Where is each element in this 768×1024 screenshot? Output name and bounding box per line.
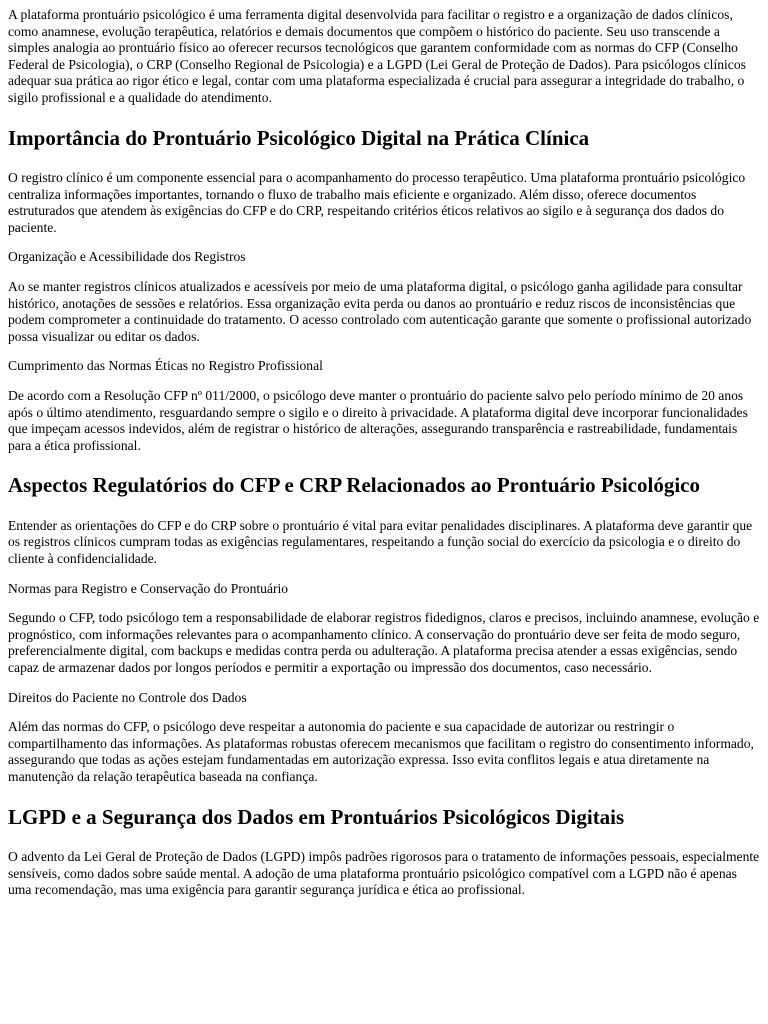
- section2-paragraph-2: Segundo o CFP, todo psicólogo tem a responsabilidade de elaborar registros fidedignos, claros e precisos, incluindo anamnese, evolução e prognóstico, com informações relevantes para o acompanhamento clínico. A conservação do prontuário deve ser feita de modo seguro, preferencialmente digital, com backups e medidas contra perda ou adulteração. A plataforma precisa atender a essas exigências, sendo capaz de armazenar dados por longos períodos e permitir a exportação ou impressão dos documentos, caso necessário.: [8, 610, 760, 676]
- section2-subheading-direitos-paciente: Direitos do Paciente no Controle dos Dados: [8, 689, 247, 705]
- intro-paragraph: A plataforma prontuário psicológico é uma ferramenta digital desenvolvida para facilitar o registro e a organização de dados clínicos, como anamnese, evolução terapêutica, relatórios e demais documentos que compõem o histórico do paciente. Seu uso transcende a simples analogia ao prontuário físico ao oferecer recursos tecnológicos que garantem conformidade com as normas do CFP (Conselho Federal de Psicologia), o CRP (Conselho Regional de Psicologia) e a LGPD (Lei Geral de Proteção de Dados). Para psicólogos clínicos adequar sua prática ao rigor ético e legal, contar com uma plataforma especializada é crucial para assegurar a integridade do trabalho, o sigilo profissional e a qualidade do atendimento.: [8, 7, 746, 105]
- article: [8, 0, 760, 899]
- section1-paragraph-3: De acordo com a Resolução CFP nº 011/2000, o psicólogo deve manter o prontuário do paciente salvo pelo período mínimo de 20 anos após o último atendimento, resguardando sempre o sigilo e o direito à privacidade. A plataforma digital deve incorporar funcionalidades que impeçam acessos indevidos, além de registrar o histórico de alterações, assegurando transparência e rastreabilidade, fundamentais para a ética profissional.: [8, 388, 748, 453]
- section2-paragraph-3: Além das normas do CFP, o psicólogo deve respeitar a autonomia do paciente e sua capacidade de autorizar ou restringir o compartilhamento das informações. As plataformas robustas oferecem mecanismos que facilitam o registro do consentimento informado, assegurando que todas as ações estejam fundamentadas em autorização expressa. Isso evita conflitos legais e atua diretamente na manutenção da relação terapêutica baseada na confiança.: [8, 719, 754, 784]
- section1-paragraph-1: O registro clínico é um componente essencial para o acompanhamento do processo terapêutico. Uma plataforma prontuário psicológico centraliza informações importantes, tornando o fluxo de trabalho mais eficiente e organizado. Além disso, oferece documentos estruturados que atendem às exigências do CFP e do CRP, respeitando critérios éticos relativos ao sigilo e à segurança dos dados do paciente.: [8, 170, 746, 235]
- section2-paragraph-1: Entender as orientações do CFP e do CRP sobre o prontuário é vital para evitar penalidades disciplinares. A plataforma deve garantir que os registros clínicos cumpram todas as exigências regulamentares, respeitando a função social do exercício da psicologia e o direito do cliente à confidencialidade.: [8, 517, 753, 567]
- section3-paragraph-1: O advento da Lei Geral de Proteção de Dados (LGPD) impôs padrões rigorosos para o tratamento de informações pessoais, especialmente sensíveis, como dados sobre saúde mental. A adoção de uma plataforma prontuário psicológico compatível com a LGPD não é apenas uma recomendação, mas uma exigência para garantir segurança jurídica e ética ao profissional.: [8, 849, 760, 898]
- section1-subheading-organizacao: Organização e Acessibilidade dos Registros: [8, 249, 246, 265]
- section-heading-lgpd: LGPD e a Segurança dos Dados em Prontuários Psicológicos Digitais: [8, 804, 625, 829]
- section-heading-importancia: Importância do Prontuário Psicológico Digital na Prática Clínica: [8, 125, 590, 150]
- section1-paragraph-2: Ao se manter registros clínicos atualizados e acessíveis por meio de uma plataforma digital, o psicólogo ganha agilidade para consultar histórico, anotações de sessões e relatórios. Essa organização evita perda ou danos ao prontuário e reduz riscos de inconsistências que podem comprometer a continuidade do tratamento. O acesso controlado com autenticação garante que somente o profissional autorizado possa visualizar ou editar os dados.: [8, 279, 752, 344]
- section1-subheading-normas-eticas: Cumprimento das Normas Éticas no Registro Profissional: [8, 358, 323, 374]
- section2-subheading-normas-registro: Normas para Registro e Conservação do Prontuário: [8, 580, 289, 596]
- section-heading-aspectos-regulatorios: Aspectos Regulatórios do CFP e CRP Relacionados ao Prontuário Psicológico: [8, 473, 700, 498]
